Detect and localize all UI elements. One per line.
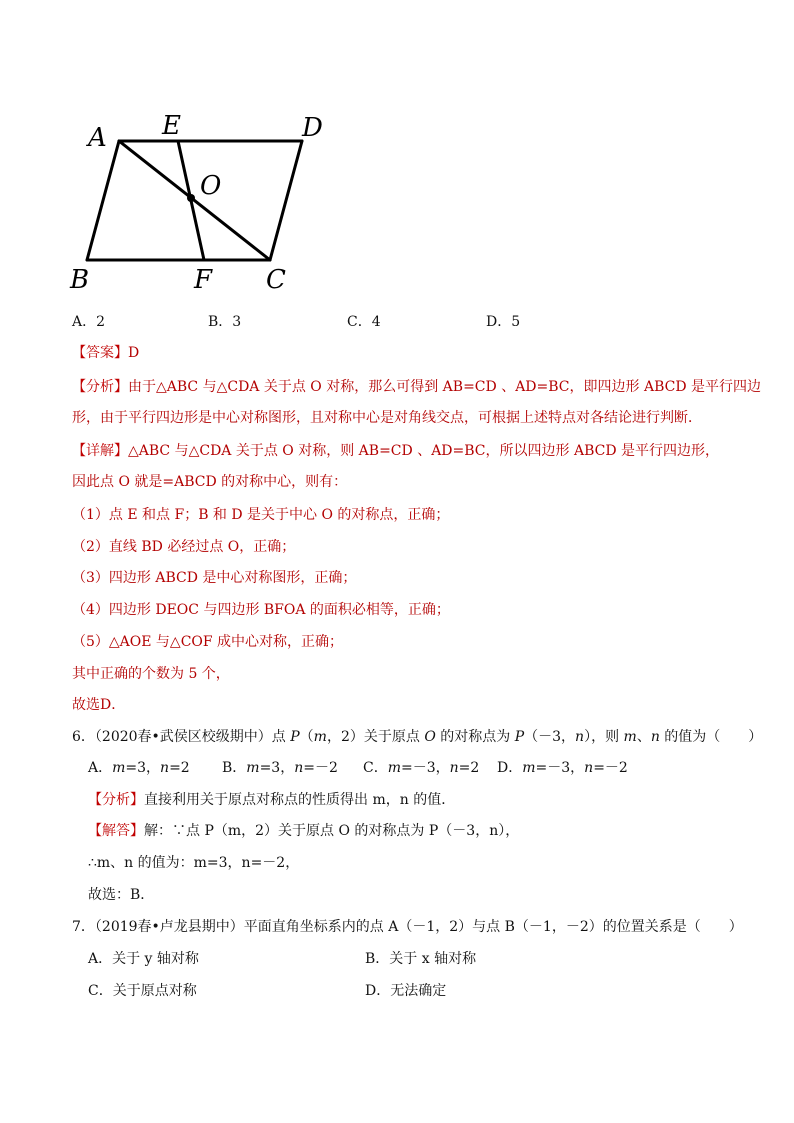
q7-option-d: D．无法确定 [365,983,447,999]
q6-option-a-var1: m [112,760,126,776]
q5-analysis-line1 [72,377,761,397]
q6-stem-part2: ，2）关于原点 [326,729,425,745]
q7-stem: 7．（2019春•卢龙县期中）平面直角坐标系内的点 A（－1，2）与点 B（－1，－2）的位置关系是（ ） [72,919,743,935]
point-o [187,194,195,202]
q6-analysis-text: 直接利用关于原点对称点的性质得出 m，n 的值． [144,792,456,808]
q6-option-c-text2: =2 [458,760,480,776]
q5-option-b: B．3 [208,314,242,330]
q5-option-a: A．2 [72,314,106,330]
q6-option-d-text1: =－3， [535,760,585,776]
diagonal-ac [119,141,270,260]
q6-stem-prefix: 6．（2020春•武侯区校级期中）点 [72,729,291,745]
q5-answer [72,343,139,363]
q5-detail-line1 [72,441,719,461]
label-c: C [266,265,286,295]
q6-stem [72,727,762,747]
analysis-text-1: 由于△ABC 与△CDA 关于点 O 对称，那么可得到 AB=CD 、AD=BC，即四边形 ABCD 是平行四边 [128,379,762,395]
q6-stem-suffix: 的值为（ ） [659,729,763,745]
q7-option-c: C．关于原点对称 [88,983,197,999]
q5-detail-item-4: （4）四边形 DEOC 与四边形 BFOA 的面积必相等，正确； [72,602,450,618]
q5-option-c: C．4 [347,314,381,330]
q6-option-c-text1: =－3， [401,760,450,776]
q6-option-b-var1: m [246,760,260,776]
q6-option-b-var2: n [294,760,304,776]
q5-detail-item-2: （2）直线 BD 必经过点 O，正确； [72,539,296,555]
q6-option-b [222,758,338,778]
q5-option-d: D．5 [486,314,521,330]
q6-option-b-label: B． [222,760,247,776]
label-f: F [194,265,213,295]
q6-option-c [363,758,479,778]
parallelogram-figure [66,108,336,298]
q6-stem-part6: 、 [636,729,651,745]
q6-solution [88,821,519,841]
detail-text-1: △ABC 与△CDA 关于点 O 对称，则 AB=CD 、AD=BC，所以四边形 ABCD 是平行四边形， [128,443,720,459]
label-a: A [88,123,107,153]
q6-option-b-text2: =－2 [303,760,338,776]
q6-stem-part4: （－3， [524,729,576,745]
q5-detail-choose: 故选D． [72,697,126,713]
q6-stem-part5: ），则 [584,729,624,745]
answer-text: D [128,345,140,361]
q7-option-b: B．关于 x 轴对称 [365,951,477,967]
q6-var-o: O [424,729,436,745]
q6-option-d [497,758,628,778]
q6-analysis [88,790,455,810]
q6-var-p2: P [514,729,525,745]
q6-option-a-text2: =2 [169,760,190,776]
q6-var-m: m [313,729,327,745]
label-o: O [200,171,222,201]
q6-option-a-var2: n [160,760,170,776]
q6-option-a-label: A． [88,760,113,776]
q6-solve-text: 解：∵点 P（m，2）关于原点 O 的对称点为 P（－3，n）， [144,823,520,839]
q6-stem-part1: （ [299,729,314,745]
q6-option-a [88,758,190,778]
q5-detail-line2: 因此点 O 就是=ABCD 的对称中心，则有： [72,474,348,490]
q6-option-b-text1: =3， [259,760,295,776]
q6-option-d-var2: n [584,760,594,776]
edge-dc [270,141,302,260]
q6-choose: 故选：B． [88,887,155,903]
q5-detail-count: 其中正确的个数为 5 个， [72,666,230,682]
answer-tag: 【答案】 [72,345,128,361]
analysis-tag: 【分析】 [72,379,128,395]
q6-stem-part3: 的对称点为 [435,729,515,745]
q5-detail-item-1: （1）点 E 和点 F；B 和 D 是关于中心 O 的对称点，正确； [72,507,450,523]
q5-detail-item-3: （3）四边形 ABCD 是中心对称图形，正确； [72,570,357,586]
q6-var-n: n [575,729,585,745]
q6-var-p: P [290,729,300,745]
edge-ab [87,141,119,260]
q6-option-c-var1: m [387,760,401,776]
q6-option-d-var1: m [522,760,536,776]
q6-option-a-text1: =3， [125,760,161,776]
q6-option-d-text2: =－2 [593,760,628,776]
q6-option-c-label: C． [363,760,388,776]
q6-var-m2: m [623,729,637,745]
q6-var-n2: n [650,729,660,745]
q6-analysis-tag: 【分析】 [88,792,144,808]
q6-option-c-var2: n [449,760,459,776]
q6-option-d-label: D． [497,760,523,776]
label-b: B [70,265,90,295]
q6-solve-tag: 【解答】 [88,823,144,839]
label-d: D [302,113,323,143]
label-e: E [162,111,181,141]
q6-therefore: ∴m、n 的值为：m=3，n=－2， [88,855,300,871]
q5-detail-item-5: （5）△AOE 与△COF 成中心对称，正确； [72,634,344,650]
detail-tag: 【详解】 [72,443,128,459]
q7-option-a: A．关于 y 轴对称 [88,951,199,967]
q5-analysis-line2: 形，由于平行四边形是中心对称图形，且对称中心是对角线交点，可根据上述特点对各结论进行判断． [72,410,702,426]
